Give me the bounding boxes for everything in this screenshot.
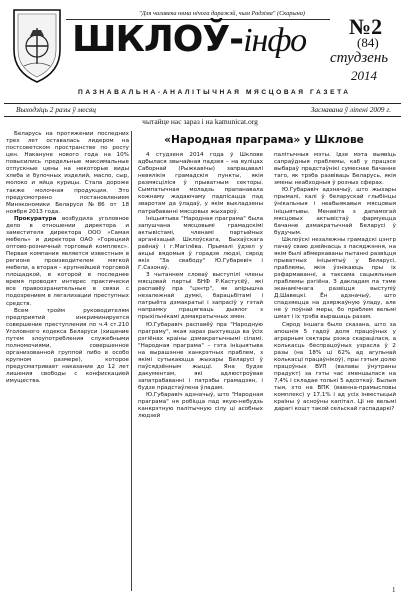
article-heading: «Народная праграма» у Шклове xyxy=(164,134,364,146)
issue-month: студзень xyxy=(330,50,389,66)
masthead-motto: "Для чалавека няма нічога даражэй, чым Радзіма" (Скарына) xyxy=(138,10,306,17)
left-news-column xyxy=(6,131,129,597)
title-info: інфо xyxy=(243,22,307,59)
article-paragraph: Шклоўскі незалежны грамадскі цэнтр пачаў сваю дзейнасць з пасяджэння, на якім былі абмеркаваны пытанні развіцця прыватных ініцыятыў у Беларусі, праблемы, якія ўзнікаюць пры іх рэфармаванні, а таксама сацыяльныя праблемы рэгіёна. З дакладам па тэме эканамічнага развіцця выступіў Д.Шавецкі. Ён адзначыў, што спадзяецца на дзяржаўную ўладу, але не ў поўнай меры, бо праблем вельмі шмат і іх трэба вырашаць разам. xyxy=(274,236,396,321)
article-paragraph: палітычныя мэты. Ідзе мэта выявіць сапраўдныя праблемы, каб у працэсе выбараў прадстаўнікі сумеснае бачанне таго, як трэба развіваць Беларусь, якія змены неабходныя ў розных сферах. xyxy=(274,152,396,187)
paragraph-lead: Прокуратура xyxy=(14,215,57,222)
article-paragraph: 4 студзеня 2014 года ў Шклове адбылася звычайная падзея – на вуліцах Саборнай (Рыжкавічы) запрацавалі невялікія грамадскія пункты, якія размясціліся ў прыватным секторы. Сымпатычная моладзь прапанавала кожнаму жадаючаму падпісацца пад зваротам да ўладаў, у якім выкладзены патрабаванні мясцовых жыхароў. xyxy=(138,152,263,215)
coat-of-arms-logo xyxy=(6,6,68,84)
article-column-2 xyxy=(274,152,396,589)
article-paragraph: З чытаннем словаў выступілі члены мясцовай партыі БНФ Р.Кастусёў, які распавёў пра "цэнтр", як апірышча незалежнай думкі, барацьбітамі і патрыёта дэмакратыі і запрасіў у гэтай напрамку працягваць дыялог з прыхільнікамі дэмакратычных змен. xyxy=(138,272,263,321)
article-paragraph: Ю.Губаравіч адзначыў, што "Народная праграма" ня робіцца пад якую-небудзь канкрэтную палітычную сілу ці асобных людзей xyxy=(138,392,263,420)
info-bar xyxy=(4,103,401,117)
publication-frequency: Выходзіць 2 разы ў месяц xyxy=(16,105,96,114)
news-paragraph: Беларусь на протяжении последних трех лет оставалась лидером на постсоветском пространстве по росту цен. Накануне нового года на 10% повысились предельные максимальные отпускные цены на некоторые виды хлеба и булочных изделий, масло, сыр, молоко и яйца курицы. Стала дороже также молочная продукция. Это предусмотрено постановлением Минэкономики Беларуси №86 от 18 ноября 2013 года. xyxy=(6,131,129,215)
newspaper-title xyxy=(72,18,306,63)
issue-number: №2 xyxy=(349,14,383,39)
website-note: чытайце нас зараз і на kamunicat.org xyxy=(142,117,258,126)
founded-date: Заснавана ў ліпені 2009 г. xyxy=(310,105,391,114)
title-main: ШКЛОЎ- xyxy=(72,19,244,60)
newspaper-subtitle: ПАЗНАВАЛЬНА-АНАЛІТЫЧНАЯ МЯСЦОВАЯ ГАЗЕТА xyxy=(78,89,351,96)
issue-year: 2014 xyxy=(351,68,377,83)
article-paragraph: Ю.Губаравіч адзначыў, што жыхары прымалі, калі ў беларускай глыбінцы ўнікальныя і неабыякавыя мясцовыя ініцыятывы. Менавіта з дапамогай мясцовых актывістаў фармуецца бачанне дэмакратычнай Беларусі ў будучым. xyxy=(274,187,396,236)
article-paragraph: Ініцыятыва "Народная праграма" была запушчана мясцовымі грамадскімі актывістамі, членамі партыйных арганізацый Шклоўскага, Быхаўскага раёнаў і г.Магілёва. Прымалі ўдзел у акцыі вядомыя ў горадзе людзі, сярод якіх "За свабоду" Ю.Губаревіч і Г.Сазонаў. xyxy=(138,215,263,271)
article-paragraph: Ю.Губаравіч распавёў пра "Народную праграму", якая зараз рыхтуецца ва ўсіх рэгіёнах краіны дэмакратычнымі сіламі. "Народная праграма" – гэта ініцыятыва на вырашэнне канкрэтных праблем, з якімі сутыкаюцца жыхары Беларусі ў паўсядзённым жыцці. Яна будзе дакументам, які адлюстроўвае запатрабаванні і патрэбы грамадзян, і будзе прадстаўлена ўладам. xyxy=(138,321,263,392)
article-column-1 xyxy=(138,152,263,589)
column-divider xyxy=(131,131,132,591)
article-paragraph: Сярод іншага было сказана, што за апошнія 5 гадоў доля працоўных у аграрным сектары рэзка скарацілася, а колькасць беспрацоўных узрасла ў 2 разы (на 18% ці 62% ад агульнай колькасці працаўнікоў), пры гэтым долю працоўных ВУП (валавы ўнутраны прадукт) за гэты час зменшылася на 7,4% і складае толькі 5 адсоткаў. Былыя тыя, хто на ВПК (ваенна-прамысловы комплекс) у 17,1% і ад усіх інвестыцый краіны ў асноўны капітал. Ці не вельмі дарагі кошт такой сельскай гаспадаркі? xyxy=(274,321,396,413)
page-number: 1 xyxy=(392,586,396,594)
news-paragraph: Всем тройм руководителям предприятий инкриминируется совершение преступления по ч.4 ст.210 Уголовного кодекса Беларуси (хищение путем злоупотребления служебными полномочиями, совершенное организованной группой либо в особо крупном размере), которое предусматривает наказание до 12 лет лишения свободы с конфискацией имущества. xyxy=(6,307,129,385)
news-paragraph: Прокуратура возбудила уголовное дело в отношении директора и заместителя директора ООО «Самая мебель» и директора ОАО «Горецкий оптово-розничный торговый комплекс». Первая компания является известным в регионе производителем мягкой мебели, а вторая – крупнейшей торговой площадкой, в которой в последнее время проводят интерес практически все правоохранительные в связи с подозрением в легализации преступных средств. xyxy=(6,215,129,307)
issue-sequence: (84) xyxy=(357,35,379,50)
